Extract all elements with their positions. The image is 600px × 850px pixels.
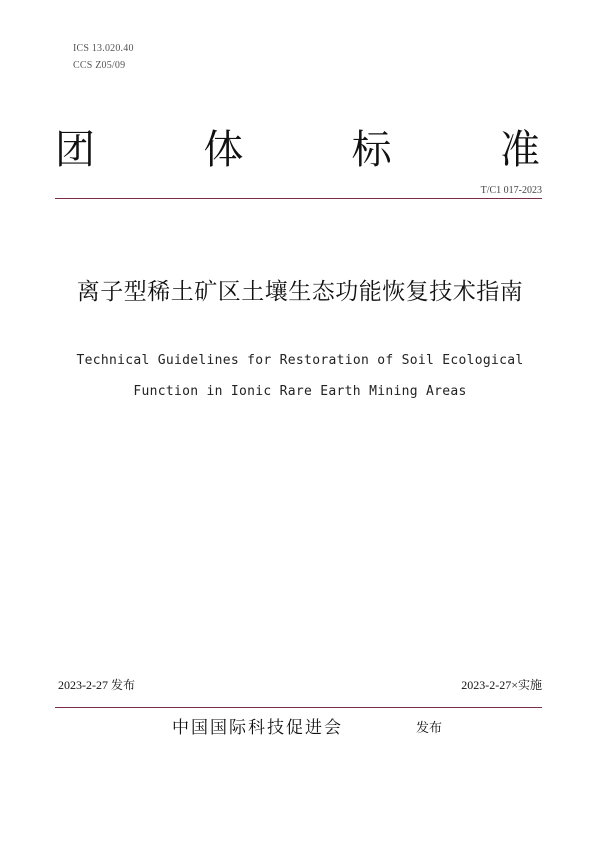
standard-type-char: 标 <box>351 127 392 173</box>
english-title-line-1: Technical Guidelines for Restoration of Soil Ecological <box>76 353 524 368</box>
implementation-date: 2023-2-27×实施 <box>461 678 542 692</box>
bottom-divider <box>55 707 542 708</box>
top-divider <box>55 198 542 199</box>
issue-date: 2023-2-27 发布 <box>58 678 135 692</box>
ics-code: ICS 13.020.40 <box>73 43 134 54</box>
publish-label: 发布 <box>416 721 443 736</box>
ccs-code: CCS Z05/09 <box>73 60 126 71</box>
standard-type-char: 团 <box>55 127 95 173</box>
publisher-name: 中国国际科技促进会 <box>172 718 343 738</box>
standard-type-char: 体 <box>203 127 244 173</box>
standard-type-title <box>55 125 540 175</box>
english-title-line-2: Function in Ionic Rare Earth Mining Areas <box>133 384 467 399</box>
standard-type-char: 准 <box>499 127 540 173</box>
standard-number: T/C1 017-2023 <box>480 185 542 196</box>
chinese-title: 离子型稀土矿区土壤生态功能恢复技术指南 <box>76 279 524 305</box>
